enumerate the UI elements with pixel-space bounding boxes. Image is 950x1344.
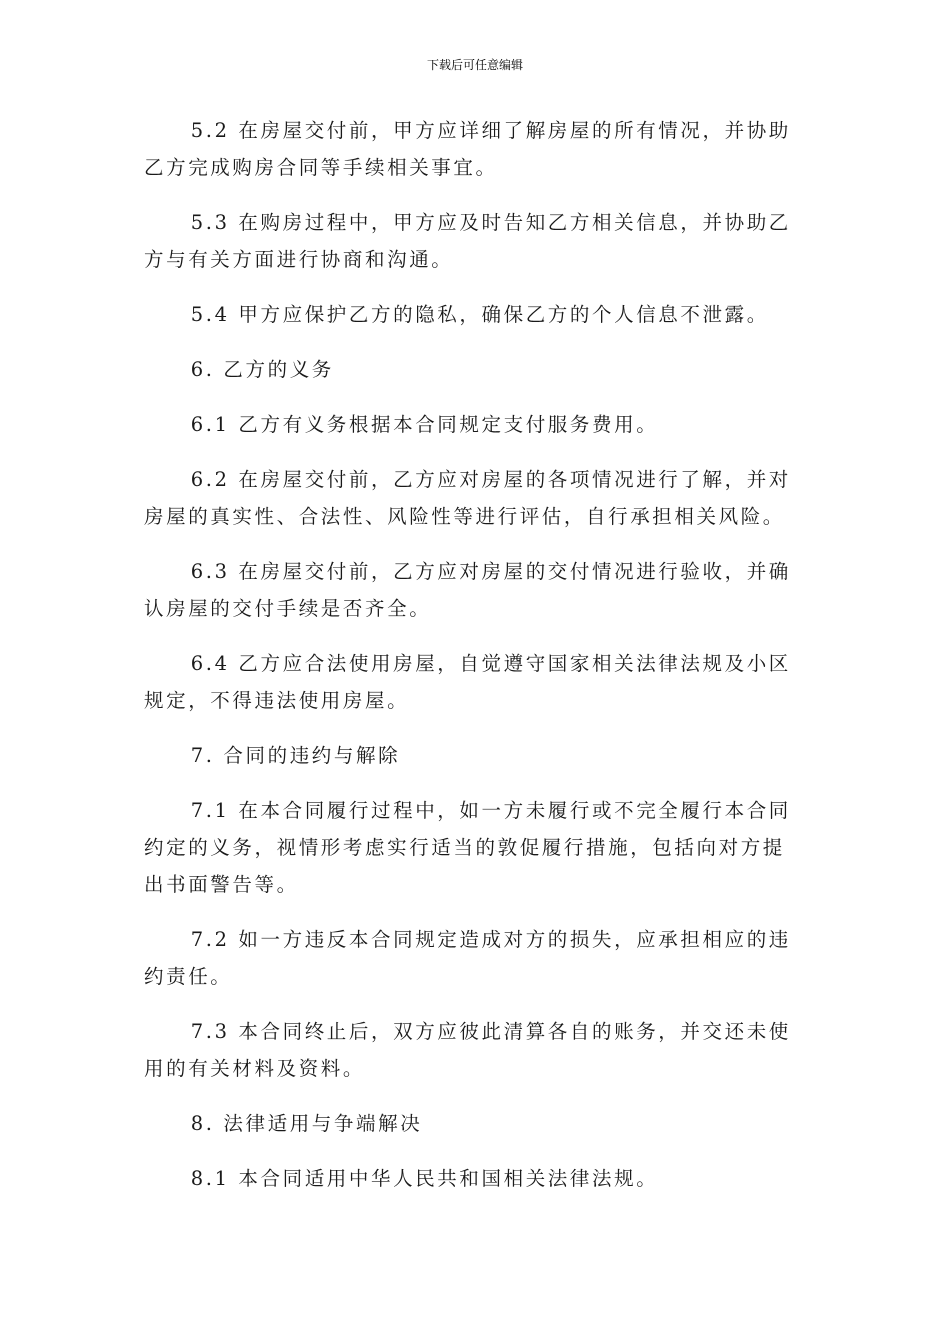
clause-6-1: 6.1 乙方有义务根据本合同规定支付服务费用。 [190, 413, 659, 436]
clause-6-4: 6.4 乙方应合法使用房屋，自觉遵守国家相关法律法规及小区规定，不得违法使用房屋。 [144, 652, 791, 712]
clause-5-3: 5.3 在购房过程中，甲方应及时告知乙方相关信息，并协助乙方与有关方面进行协商和沟通。 [144, 211, 791, 271]
section-heading-6: 6. 乙方的义务 [190, 358, 334, 381]
clause-5-4: 5.4 甲方应保护乙方的隐私，确保乙方的个人信息不泄露。 [190, 303, 769, 326]
section-heading-7: 7. 合同的违约与解除 [190, 744, 401, 767]
clause-6-2: 6.2 在房屋交付前，乙方应对房屋的各项情况进行了解，并对房屋的真实性、合法性、风险性等进行评估，自行承担相关风险。 [144, 468, 791, 528]
clause-6-3: 6.3 在房屋交付前，乙方应对房屋的交付情况进行验收，并确认房屋的交付手续是否齐全。 [144, 560, 791, 620]
section-heading-8: 8. 法律适用与争端解决 [190, 1112, 423, 1135]
document-body [144, 112, 796, 1215]
clause-7-2: 7.2 如一方违反本合同规定造成对方的损失，应承担相应的违约责任。 [144, 928, 791, 988]
clause-7-1: 7.1 在本合同履行过程中，如一方未履行或不完全履行本合同约定的义务，视情形考虑实行适当的敦促履行措施，包括向对方提出书面警告等。 [144, 799, 791, 896]
clause-8-1: 8.1 本合同适用中华人民共和国相关法律法规。 [190, 1167, 659, 1190]
header-note: 下载后可任意编辑 [426, 58, 523, 72]
clause-7-3: 7.3 本合同终止后，双方应彼此清算各自的账务，并交还未使用的有关材料及资料。 [144, 1020, 791, 1080]
clause-5-2: 5.2 在房屋交付前，甲方应详细了解房屋的所有情况，并协助乙方完成购房合同等手续相关事宜。 [144, 119, 791, 179]
